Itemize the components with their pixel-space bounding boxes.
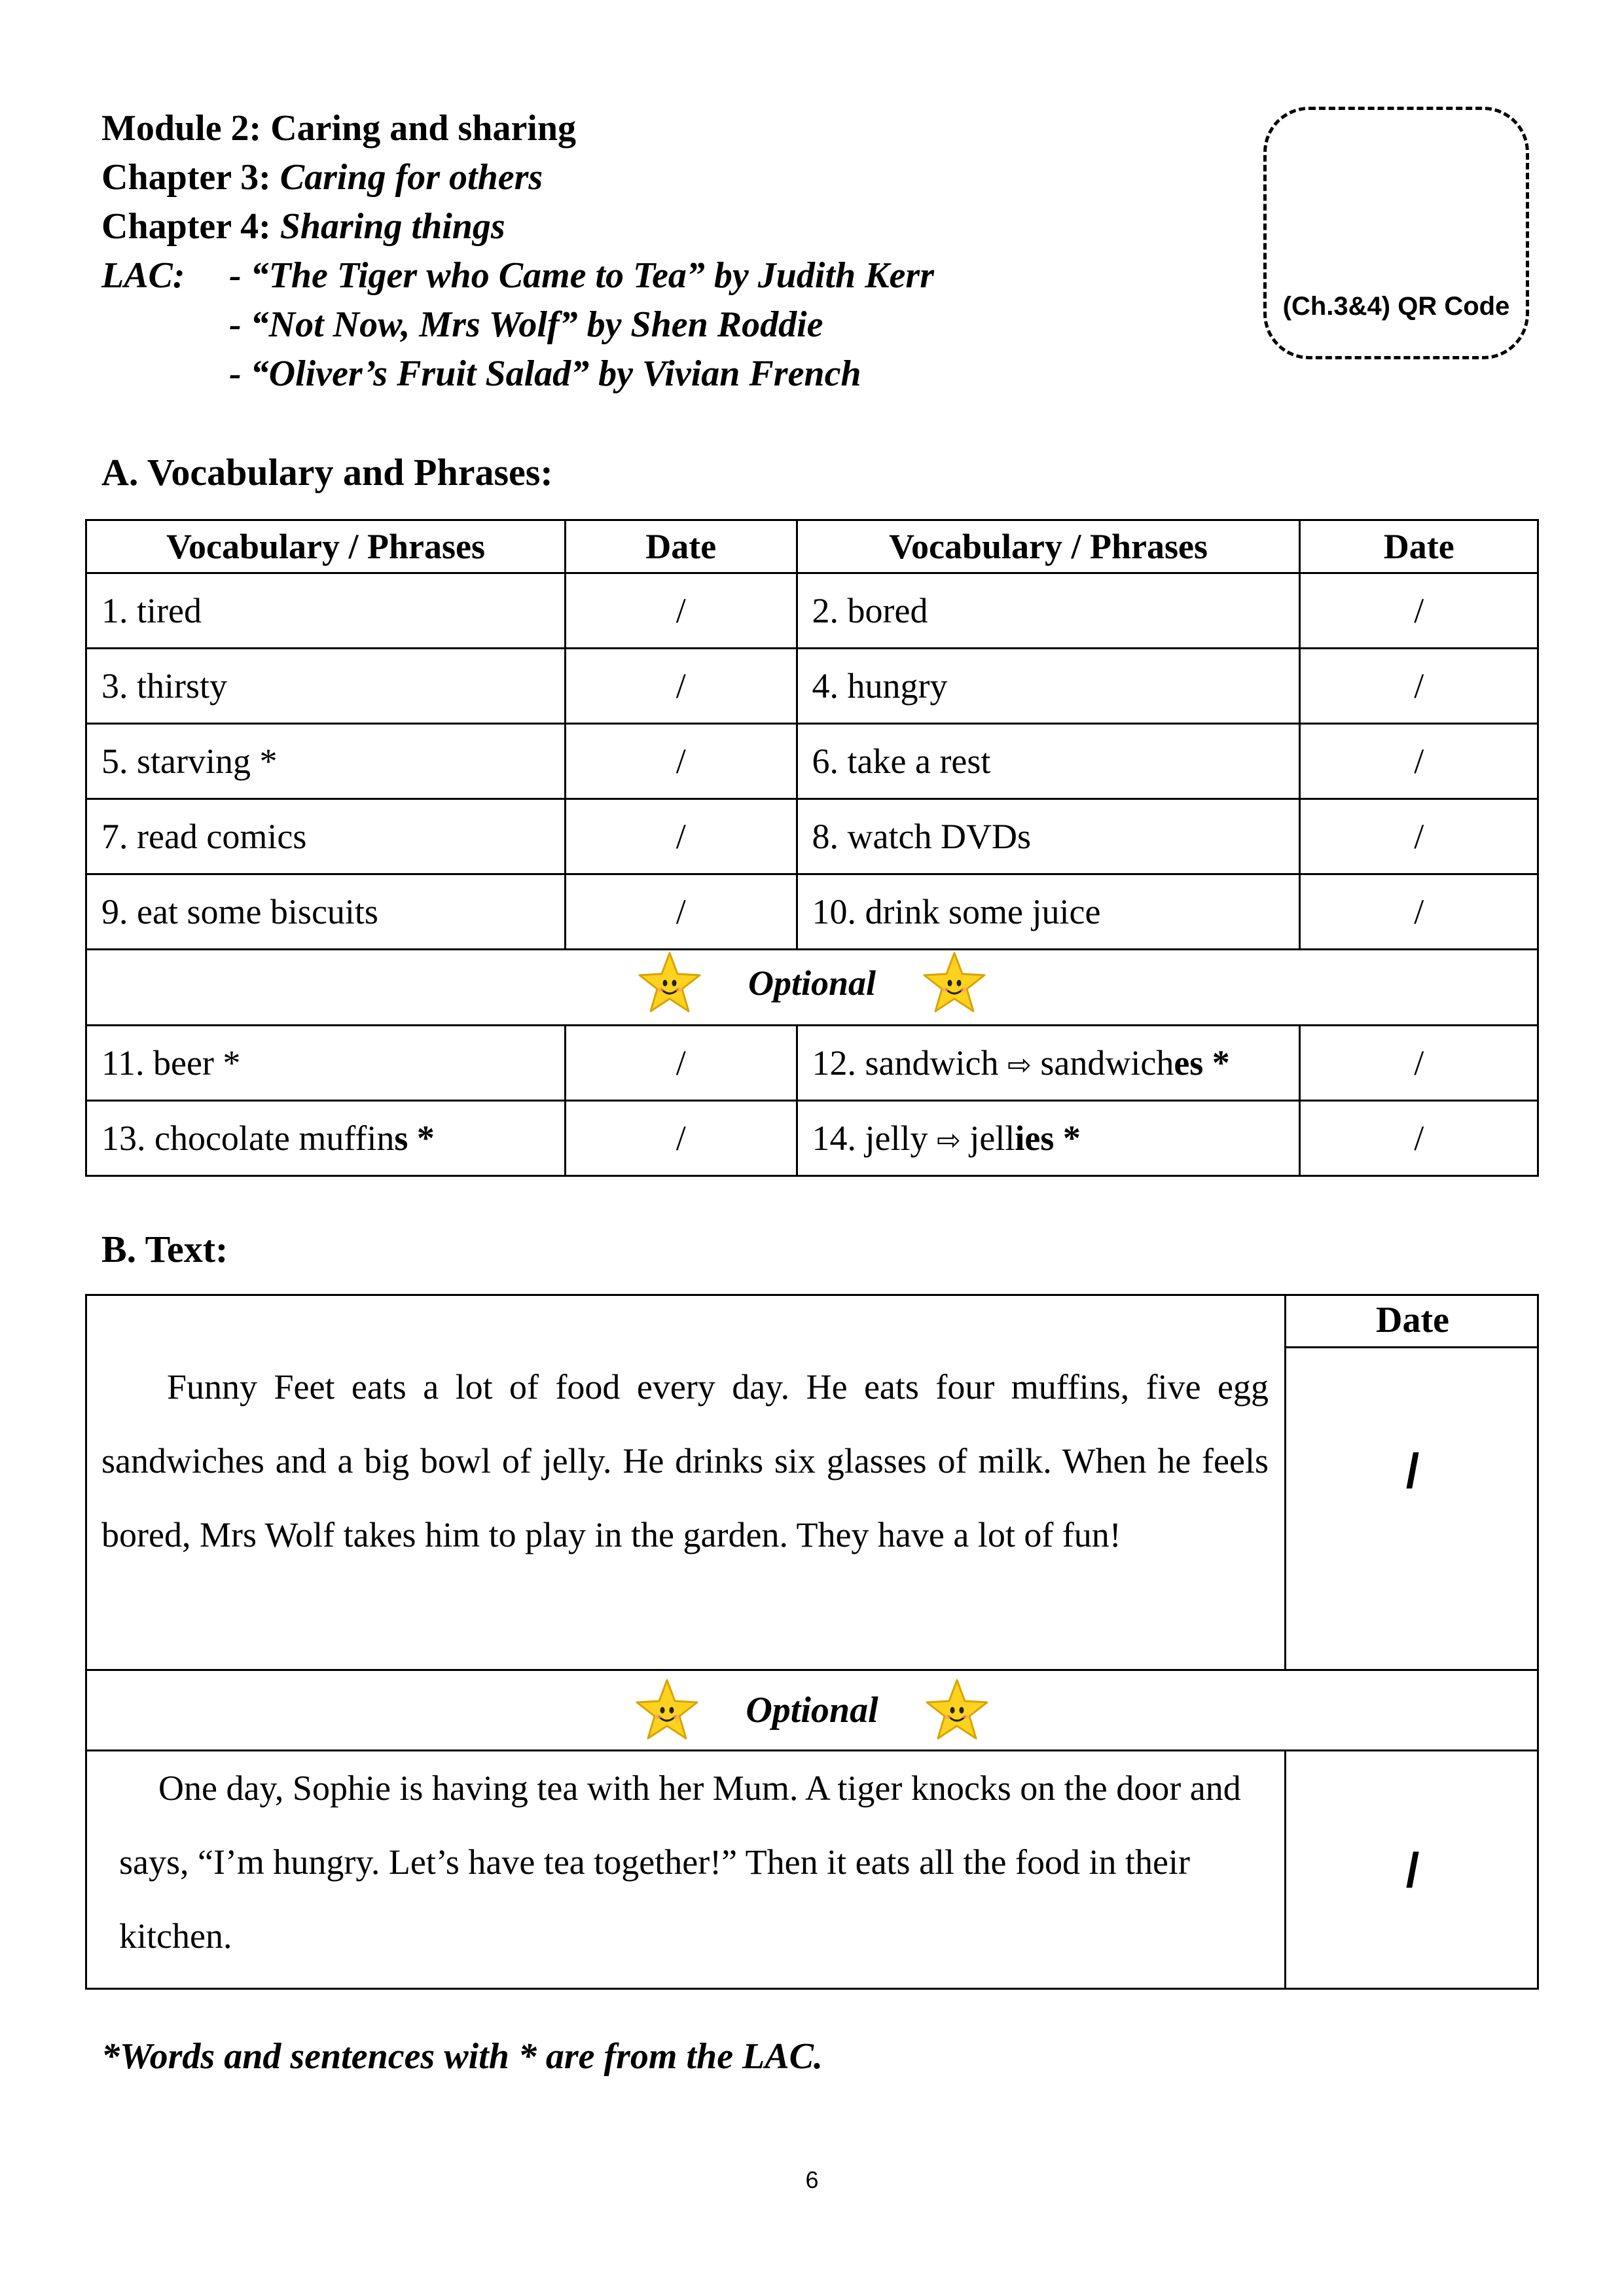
- table-row: [86, 799, 1538, 874]
- table-row: [86, 874, 1538, 950]
- vocab-item: [797, 1026, 1300, 1101]
- vocab-item: [797, 1101, 1300, 1176]
- table-row: [86, 1026, 1538, 1101]
- date-cell[interactable]: /: [1300, 1101, 1538, 1176]
- vocab-suffix: ies *: [1015, 1119, 1081, 1158]
- vocab-item: 10. drink some juice: [797, 874, 1300, 950]
- date-cell[interactable]: /: [1405, 1444, 1420, 1498]
- smiley-star-icon: [637, 950, 702, 1016]
- vocab-text: 13. chocolate muffin: [101, 1119, 395, 1158]
- section-b-title: B. Text:: [101, 1228, 228, 1270]
- col-date-header: Date: [566, 520, 797, 573]
- vocab-item: 8. watch DVDs: [797, 799, 1300, 874]
- lac-book-2: - “Not Now, Mrs Wolf” by Shen Roddie: [229, 304, 823, 345]
- table-row: [86, 649, 1538, 724]
- module-title: Caring and sharing: [270, 108, 577, 149]
- optional-passage-text: One day, Sophie is having tea with her Mum. A tiger knocks on the door and says, “I’m hungry. Let’s have tea together!” Then it eats all the food in their kitchen.: [119, 1768, 1241, 1956]
- qr-code-placeholder[interactable]: [1263, 107, 1529, 359]
- passage-text: Funny Feet eats a lot of food every day. He eats four muffins, five egg sandwiches and a big bowl of jelly. He drinks six glasses of milk. When he feels bored, Mrs Wolf takes him to play in the garden. They have a lot of fun!: [101, 1367, 1269, 1554]
- vocab-text: 14. jelly: [812, 1119, 937, 1158]
- lac-book-3: - “Oliver’s Fruit Salad” by Vivian French: [229, 353, 861, 394]
- page-number: 6: [805, 2166, 819, 2193]
- vocab-item: 7. read comics: [86, 799, 566, 874]
- vocab-item: 6. take a rest: [797, 724, 1300, 799]
- lac-book-1: - “The Tiger who Came to Tea” by Judith Kerr: [229, 255, 934, 296]
- vocab-text: sandwich: [1031, 1043, 1174, 1083]
- date-cell[interactable]: /: [566, 1026, 797, 1101]
- vocab-item: 3. thirsty: [86, 649, 566, 724]
- smiley-star-icon: [924, 1677, 990, 1743]
- date-cell[interactable]: /: [1300, 799, 1538, 874]
- arrow-right-icon: ⇨: [937, 1124, 961, 1157]
- smiley-star-icon: [634, 1677, 700, 1743]
- vocab-item: 2. bored: [797, 573, 1300, 649]
- module-label: Module 2:: [101, 108, 262, 149]
- section-a-title: A. Vocabulary and Phrases:: [101, 451, 553, 493]
- table-row: [86, 573, 1538, 649]
- vocabulary-table: [85, 519, 1539, 1177]
- date-cell[interactable]: /: [1300, 1026, 1538, 1101]
- footnote: *Words and sentences with * are from the LAC.: [101, 2036, 823, 2077]
- col-date-header: Date: [1300, 520, 1538, 573]
- table-header-row: [86, 520, 1538, 573]
- vocab-item: 1. tired: [86, 573, 566, 649]
- optional-label: Optional: [746, 1690, 878, 1731]
- chapter4-label: Chapter 4:: [101, 206, 271, 247]
- date-header-divider: [1284, 1346, 1539, 1348]
- date-cell[interactable]: /: [566, 874, 797, 950]
- vocab-text: 12. sandwich: [812, 1043, 1007, 1083]
- col-vocab-header: Vocabulary / Phrases: [86, 520, 566, 573]
- arrow-right-icon: ⇨: [1007, 1049, 1032, 1082]
- date-cell[interactable]: /: [1300, 874, 1538, 950]
- vocab-item: 11. beer *: [86, 1026, 566, 1101]
- date-cell[interactable]: /: [1405, 1843, 1420, 1897]
- date-cell[interactable]: /: [566, 1101, 797, 1176]
- chapter3-heading: [101, 152, 543, 202]
- vocab-suffix: es *: [1174, 1043, 1230, 1083]
- date-cell[interactable]: /: [1300, 573, 1538, 649]
- col-vocab-header: Vocabulary / Phrases: [797, 520, 1300, 573]
- module-heading: [101, 103, 576, 153]
- optional-label: Optional: [748, 963, 876, 1003]
- vocab-item: 5. starving *: [86, 724, 566, 799]
- chapter3-label: Chapter 3:: [101, 157, 271, 198]
- chapter4-heading: [101, 202, 505, 251]
- vocab-item: 4. hungry: [797, 649, 1300, 724]
- date-cell[interactable]: /: [1300, 724, 1538, 799]
- table-row: [86, 724, 1538, 799]
- vocab-item: [86, 1101, 566, 1176]
- date-cell[interactable]: /: [566, 573, 797, 649]
- date-cell[interactable]: /: [566, 649, 797, 724]
- lac-label: LAC:: [101, 255, 185, 296]
- vocab-item: 9. eat some biscuits: [86, 874, 566, 950]
- vocab-suffix: s *: [394, 1119, 435, 1158]
- date-cell[interactable]: /: [566, 724, 797, 799]
- date-cell[interactable]: /: [566, 799, 797, 874]
- qr-code-label: (Ch.3&4) QR Code: [1282, 292, 1510, 321]
- table-row: [86, 1101, 1538, 1176]
- chapter3-title: Caring for others: [280, 157, 543, 198]
- smiley-star-icon: [922, 950, 987, 1016]
- chapter4-title: Sharing things: [280, 206, 505, 247]
- optional-banner: [86, 950, 1538, 1026]
- vocab-text: jell: [960, 1119, 1015, 1158]
- optional-banner: [85, 1671, 1539, 1749]
- optional-row: [86, 950, 1538, 1026]
- date-header: Date: [1376, 1300, 1449, 1340]
- date-cell[interactable]: /: [1300, 649, 1538, 724]
